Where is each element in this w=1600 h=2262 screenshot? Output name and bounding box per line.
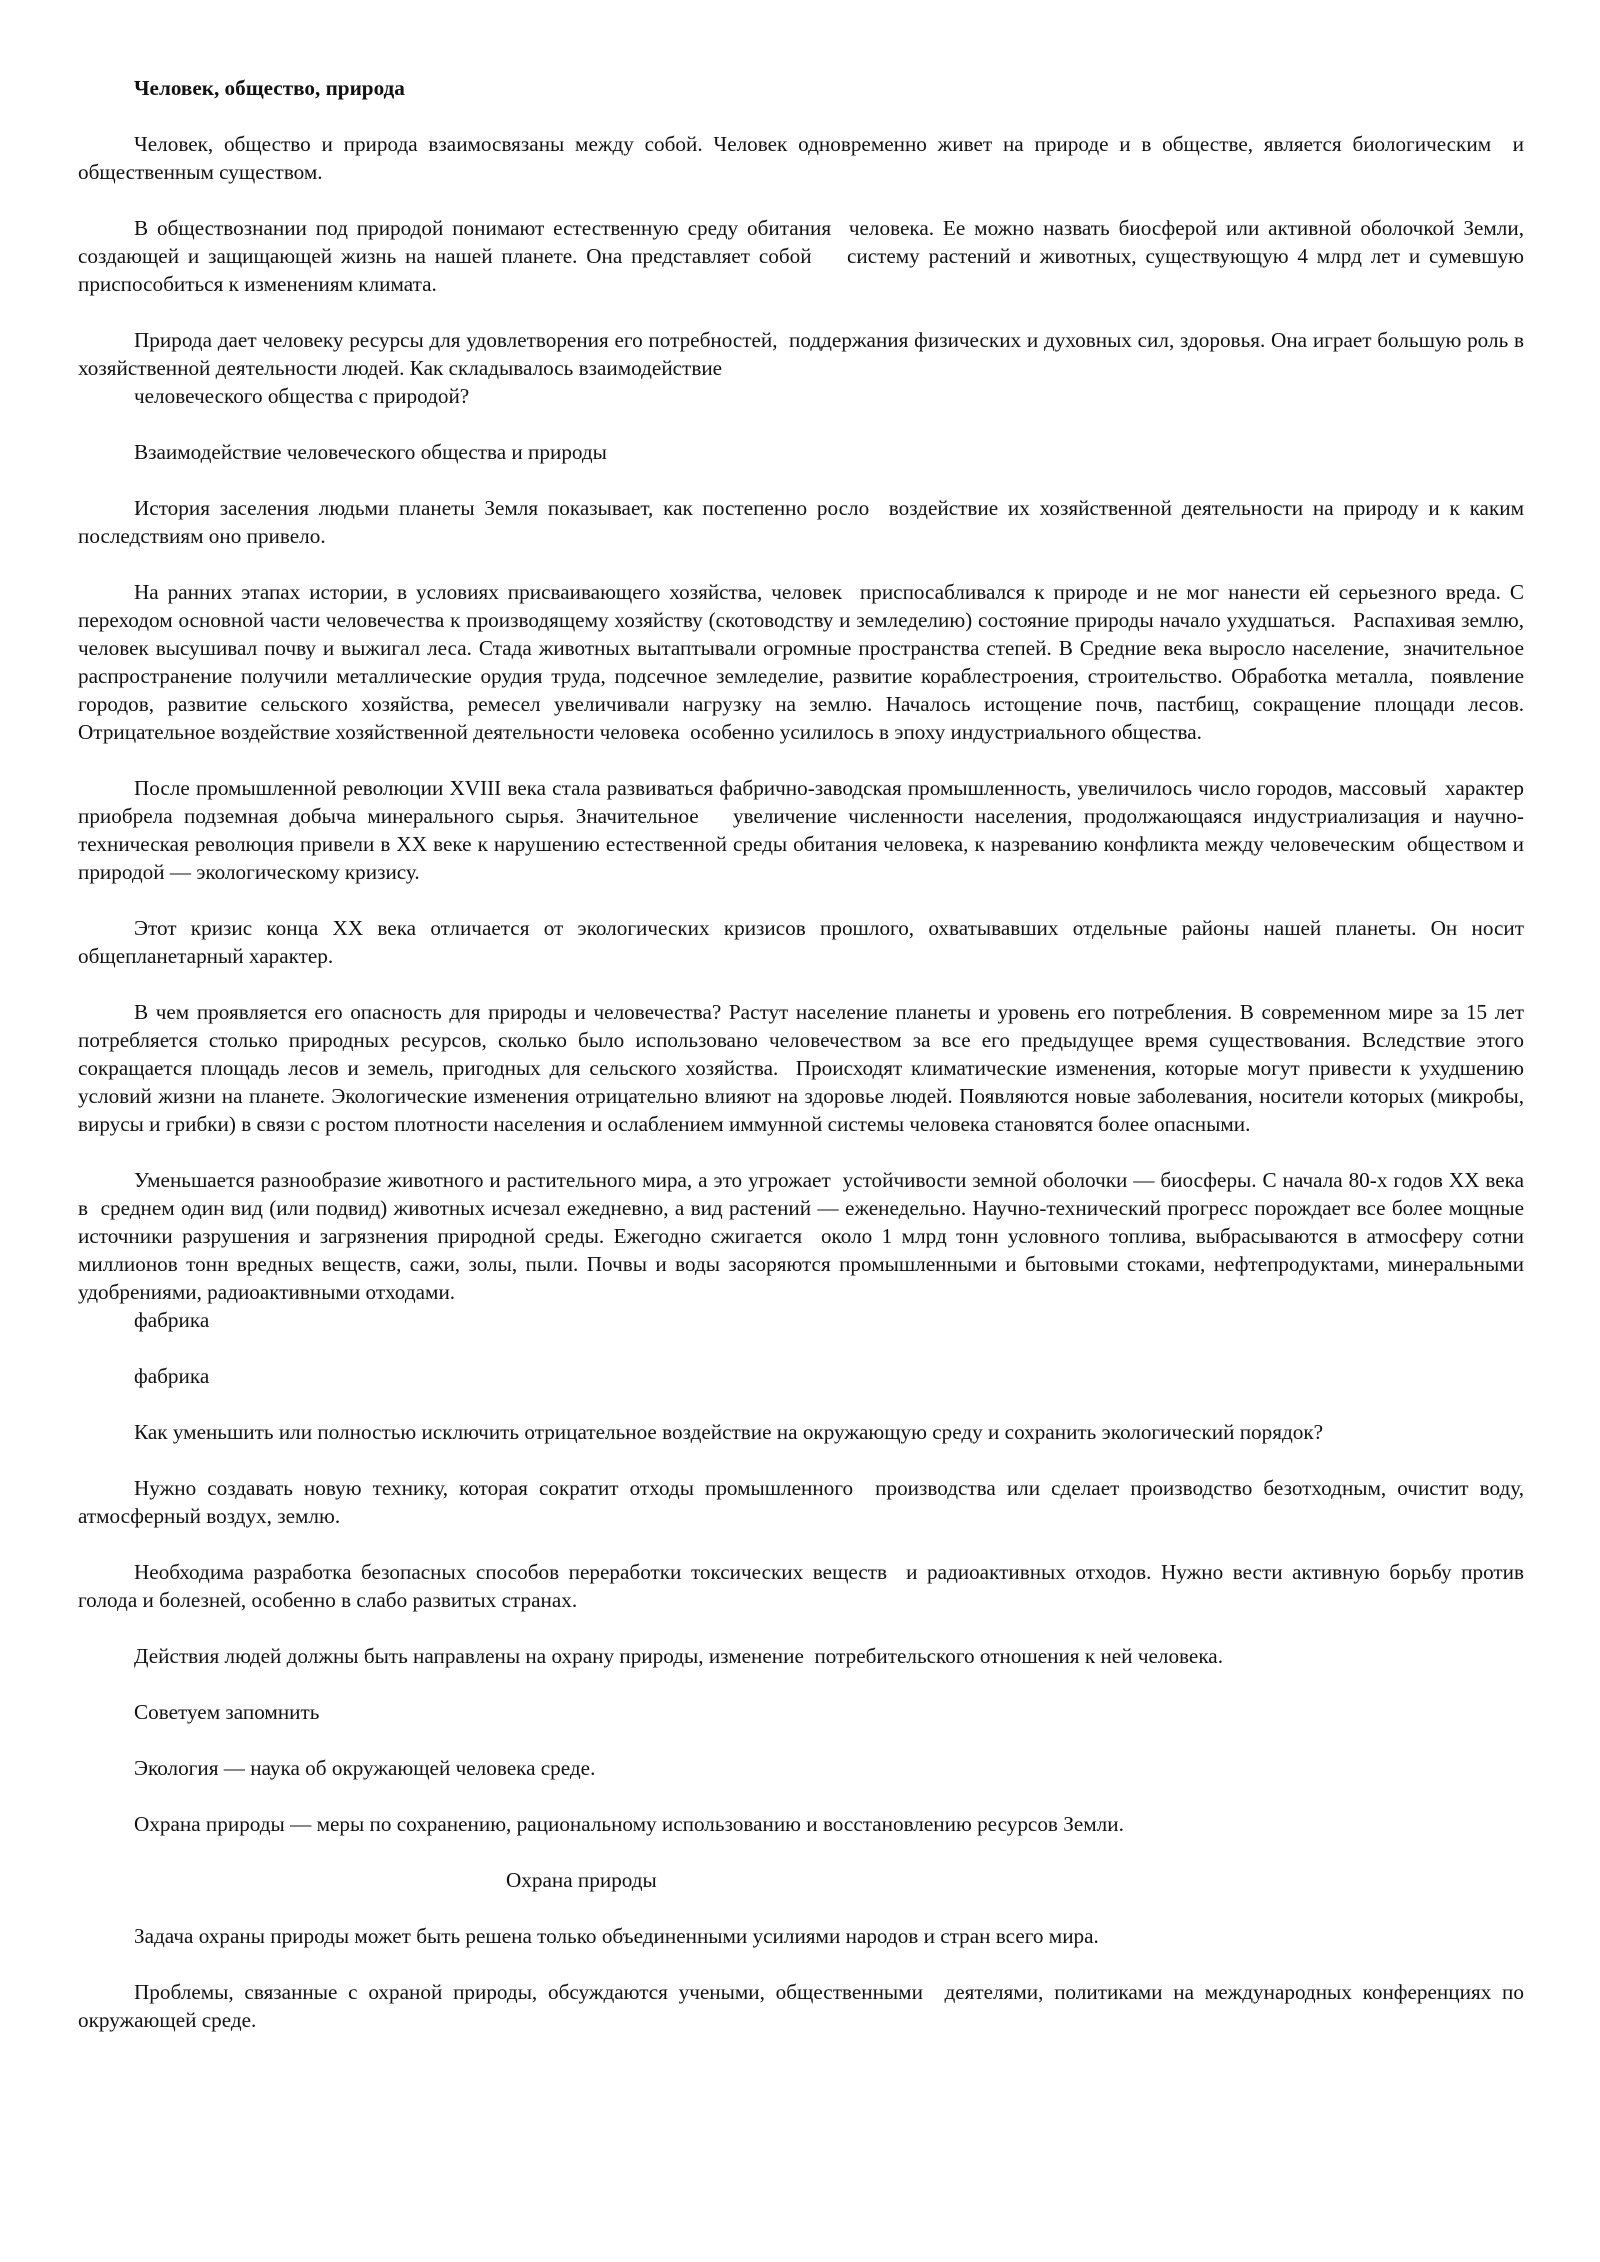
document-page bbox=[78, 74, 1535, 2062]
remember-heading: Советуем запомнить bbox=[134, 1700, 320, 1724]
paragraph-new-technology: Нужно создавать новую технику, которая сократит отходы промышленного производства или сделает производство безотходным, очистит воду, атмосферный воздух, землю. bbox=[78, 1476, 1535, 1528]
paragraph-people-actions: Действия людей должны быть направлены на охрану природы, изменение потребительского отношения к ней человека. bbox=[134, 1644, 1224, 1668]
definition-nature-protection: Охрана природы — меры по сохранению, рациональному использованию и восстановлению ресурсов Земли. bbox=[134, 1812, 1124, 1836]
image-caption-nature-protection: Охрана природы bbox=[506, 1868, 657, 1892]
paragraph-nature-definition: В обществознании под природой понимают естественную среду обитания человека. Ее можно назвать биосферой или активной оболочкой Земли, создающей и защищающей жизнь на нашей планете. Она представляет собой систему растений и животных, существующую 4 млрд лет и сумевшую приспособиться к изменениям климата. bbox=[78, 216, 1535, 296]
paragraph-industrial-revolution: После промышленной революции XVIII века стала развиваться фабрично-заводская промышленность, увеличилось число городов, массовый характер приобрела подземная добыча минерального сырья. Значительное увеличение численности населения, продолжающаяся индустриализация и научно-техническая революция привели в XX веке к нарушению естественной среды обитания человека, к назреванию конфликта между человеческим обществом и природой — экологическому кризису. bbox=[78, 776, 1530, 884]
image-caption-factory-alt: фабрика bbox=[134, 1364, 210, 1388]
paragraph-nature-resources: Природа дает человеку ресурсы для удовлетворения его потребностей, поддержания физических и духовных сил, здоровья. Она играет большую роль в хозяйственной деятельности людей. Как складывалось взаимодействие bbox=[78, 328, 1530, 380]
paragraph-biodiversity: Уменьшается разнообразие животного и растительного мира, а это угрожает устойчивости земной оболочки — биосферы. С начала 80-х годов XX века в среднем один вид (или подвид) животных исчезал ежедневно, а вид растений — еженедельно. Научно-технический прогресс порождает все более мощные источники разрушения и загрязнения природной среды. Ежегодно сжигается около 1 млрд тонн условного топлива, выбрасываются в атмосферу сотни миллионов тонн вредных веществ, сажи, золы, пыли. Почвы и воды засоряются промышленными и бытовыми стоками, нефтепродуктами, минеральными удобрениями, радиоактивными отходами. bbox=[78, 1168, 1535, 1304]
document-title: Человек, общество, природа bbox=[134, 76, 405, 100]
paragraph-nature-resources-continued: человеческого общества с природой? bbox=[134, 384, 470, 408]
paragraph-protection-task: Задача охраны природы может быть решена только объединенными усилиями народов и стран всего мира. bbox=[134, 1924, 1099, 1948]
section-heading-interaction: Взаимодействие человеческого общества и природы bbox=[134, 440, 607, 464]
paragraph-crisis-danger: В чем проявляется его опасность для природы и человечества? Растут население планеты и уровень его потребления. В современном мире за 15 лет потребляется столько природных ресурсов, сколько было использовано человечеством за все его предыдущее время существования. Вследствие этого сокращается площадь лесов и земель, пригодных для сельского хозяйства. Происходят климатические изменения, которые могут привести к ухудшению условий жизни на планете. Экологические изменения отрицательно влияют на здоровье людей. Появляются новые заболевания, носители которых (микробы, вирусы и грибки) в связи с ростом плотности населения и ослаблением иммунной системы человека становятся более опасными. bbox=[78, 1000, 1535, 1136]
paragraph-early-history: На ранних этапах истории, в условиях присваивающего хозяйства, человек приспосабливался к природе и не мог нанести ей серьезного вреда. С переходом основной части человечества к производящему хозяйству (скотоводству и земледелию) состояние природы начало ухудшаться. Распахивая землю, человек высушивал почву и выжигал леса. Стада животных вытаптывали огромные пространства степей. В Средние века выросло население, значительное распространение получили металлические орудия труда, подсечное земледелие, развитие кораблестроения, строительство. Обработка металла, появление городов, развитие сельского хозяйства, ремесел увеличивали нагрузку на землю. Началось истощение почв, пастбищ, сокращение площади лесов. Отрицательное воздействие хозяйственной деятельности человека особенно усилилось в эпоху индустриального общества. bbox=[78, 580, 1535, 744]
paragraph-intro: Человек, общество и природа взаимосвязаны между собой. Человек одновременно живет на природе и в обществе, является биологическим и общественным существом. bbox=[78, 132, 1535, 184]
paragraph-safe-processing: Необходима разработка безопасных способов переработки токсических веществ и радиоактивных отходов. Нужно вести активную борьбу против голода и болезней, особенно в слабо развитых странах. bbox=[78, 1560, 1530, 1612]
paragraph-settlement-history: История заселения людьми планеты Земля показывает, как постепенно росло воздействие их хозяйственной деятельности на природу и к каким последствиям оно привело. bbox=[78, 496, 1530, 548]
paragraph-protection-problems: Проблемы, связанные с охраной природы, обсуждаются учеными, общественными деятелями, политиками на международных конференциях по окружающей среде. bbox=[78, 1980, 1530, 2032]
image-caption-factory: фабрика bbox=[134, 1308, 210, 1332]
paragraph-question: Как уменьшить или полностью исключить отрицательное воздействие на окружающую среду и сохранить экологический порядок? bbox=[134, 1420, 1324, 1444]
paragraph-crisis: Этот кризис конца XX века отличается от экологических кризисов прошлого, охватывавших отдельные районы нашей планеты. Он носит общепланетарный характер. bbox=[78, 916, 1530, 968]
definition-ecology: Экология — наука об окружающей человека среде. bbox=[134, 1756, 596, 1780]
